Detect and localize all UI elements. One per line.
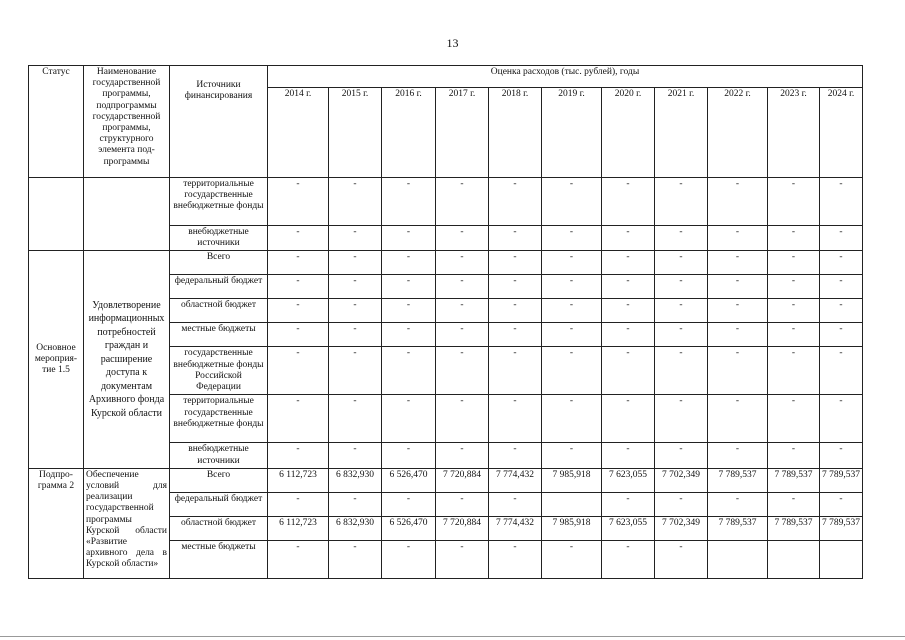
value-cell: - bbox=[655, 178, 708, 226]
value-cell: - bbox=[436, 226, 489, 251]
value-cell: - bbox=[542, 275, 602, 299]
value-cell: - bbox=[768, 275, 820, 299]
year-header: 2022 г. bbox=[708, 88, 768, 178]
page-edge-line bbox=[0, 636, 905, 637]
value-cell: - bbox=[820, 226, 863, 251]
value-cell: - bbox=[602, 178, 655, 226]
value-cell: - bbox=[268, 347, 329, 395]
value-cell: - bbox=[489, 251, 542, 275]
status-cell-empty bbox=[29, 178, 84, 251]
value-cell: 7 789,537 bbox=[820, 468, 863, 492]
value-cell: - bbox=[268, 443, 329, 468]
value-cell: 7 623,055 bbox=[602, 516, 655, 540]
year-header: 2024 г. bbox=[820, 88, 863, 178]
value-cell: - bbox=[382, 226, 436, 251]
value-cell: - bbox=[655, 275, 708, 299]
year-header: 2018 г. bbox=[489, 88, 542, 178]
value-cell: - bbox=[382, 323, 436, 347]
value-cell: - bbox=[329, 275, 382, 299]
value-cell: - bbox=[489, 395, 542, 443]
source-label: Всего bbox=[170, 251, 268, 275]
value-cell: - bbox=[542, 323, 602, 347]
value-cell: - bbox=[602, 299, 655, 323]
value-cell: - bbox=[436, 347, 489, 395]
subprogram-name: Обеспечение условий для реализации государственной программы Курской области «Развитие архивного дела в Курской области» bbox=[84, 468, 170, 578]
budget-table bbox=[28, 65, 863, 579]
value-cell: 6 526,470 bbox=[382, 516, 436, 540]
value-cell: - bbox=[602, 323, 655, 347]
value-cell: 7 774,432 bbox=[489, 516, 542, 540]
value-cell: - bbox=[542, 299, 602, 323]
value-cell: - bbox=[820, 443, 863, 468]
value-cell: - bbox=[329, 492, 382, 516]
value-cell: - bbox=[768, 251, 820, 275]
source-label: Всего bbox=[170, 468, 268, 492]
value-cell: - bbox=[329, 540, 382, 578]
value-cell: 7 985,918 bbox=[542, 468, 602, 492]
value-cell: - bbox=[489, 275, 542, 299]
value-cell: - bbox=[382, 299, 436, 323]
value-cell: - bbox=[268, 492, 329, 516]
source-label: внебюджетные источники bbox=[170, 226, 268, 251]
value-cell bbox=[708, 540, 768, 578]
value-cell: - bbox=[820, 347, 863, 395]
value-cell: 7 720,884 bbox=[436, 468, 489, 492]
value-cell: - bbox=[489, 443, 542, 468]
value-cell: - bbox=[655, 443, 708, 468]
value-cell: - bbox=[268, 395, 329, 443]
year-header: 2023 г. bbox=[768, 88, 820, 178]
source-label: внебюджетные источники bbox=[170, 443, 268, 468]
value-cell: - bbox=[820, 251, 863, 275]
value-cell: - bbox=[436, 540, 489, 578]
value-cell: - bbox=[820, 299, 863, 323]
value-cell: 7 623,055 bbox=[602, 468, 655, 492]
value-cell bbox=[542, 492, 602, 516]
value-cell: - bbox=[542, 251, 602, 275]
value-cell: - bbox=[768, 443, 820, 468]
value-cell: - bbox=[268, 251, 329, 275]
value-cell: - bbox=[268, 323, 329, 347]
value-cell bbox=[768, 540, 820, 578]
value-cell: - bbox=[655, 347, 708, 395]
value-cell: - bbox=[820, 492, 863, 516]
value-cell: - bbox=[602, 540, 655, 578]
value-cell: - bbox=[542, 347, 602, 395]
value-cell: - bbox=[768, 226, 820, 251]
measure-name: Удовлетворение информационных потребностей граждан и расширение доступа к документам Архивного фонда Курской области bbox=[84, 251, 170, 468]
value-cell: - bbox=[489, 178, 542, 226]
value-cell: - bbox=[768, 395, 820, 443]
value-cell: - bbox=[329, 323, 382, 347]
value-cell: - bbox=[708, 251, 768, 275]
value-cell: - bbox=[329, 299, 382, 323]
expenses-header: Оценка расходов (тыс. рублей), годы bbox=[268, 66, 863, 88]
value-cell: - bbox=[602, 395, 655, 443]
value-cell: - bbox=[768, 178, 820, 226]
value-cell: - bbox=[489, 540, 542, 578]
year-header: 2015 г. bbox=[329, 88, 382, 178]
value-cell: - bbox=[382, 251, 436, 275]
status-header: Статус bbox=[29, 66, 84, 178]
value-cell: 7 789,537 bbox=[708, 468, 768, 492]
value-cell: - bbox=[268, 540, 329, 578]
year-header: 2017 г. bbox=[436, 88, 489, 178]
value-cell: - bbox=[768, 299, 820, 323]
value-cell: - bbox=[768, 323, 820, 347]
value-cell: - bbox=[436, 275, 489, 299]
value-cell: - bbox=[602, 275, 655, 299]
value-cell: - bbox=[708, 395, 768, 443]
value-cell: 6 112,723 bbox=[268, 468, 329, 492]
value-cell: - bbox=[655, 395, 708, 443]
program-name-header: Наименование государственной программы, подпрограммы государственной программы, структурного элемента под-программы bbox=[84, 66, 170, 178]
source-label: областной бюджет bbox=[170, 516, 268, 540]
value-cell: 7 789,537 bbox=[820, 516, 863, 540]
value-cell: - bbox=[382, 492, 436, 516]
value-cell: - bbox=[329, 251, 382, 275]
value-cell: 7 774,432 bbox=[489, 468, 542, 492]
value-cell: - bbox=[436, 395, 489, 443]
value-cell: - bbox=[655, 323, 708, 347]
source-label: территориальные государственные внебюджетные фонды bbox=[170, 395, 268, 443]
value-cell: - bbox=[268, 226, 329, 251]
value-cell: - bbox=[489, 347, 542, 395]
value-cell: - bbox=[708, 443, 768, 468]
source-label: федеральный бюджет bbox=[170, 492, 268, 516]
value-cell: - bbox=[768, 492, 820, 516]
value-cell: - bbox=[768, 347, 820, 395]
value-cell: - bbox=[329, 347, 382, 395]
measure-status: Основное мероприя-тие 1.5 bbox=[29, 251, 84, 468]
value-cell: - bbox=[542, 540, 602, 578]
value-cell: - bbox=[382, 443, 436, 468]
value-cell: - bbox=[382, 347, 436, 395]
value-cell: - bbox=[329, 395, 382, 443]
value-cell: - bbox=[382, 275, 436, 299]
year-header: 2014 г. bbox=[268, 88, 329, 178]
value-cell: - bbox=[329, 226, 382, 251]
value-cell: - bbox=[602, 492, 655, 516]
source-label: федеральный бюджет bbox=[170, 275, 268, 299]
value-cell: - bbox=[542, 395, 602, 443]
value-cell: - bbox=[708, 226, 768, 251]
value-cell: - bbox=[655, 226, 708, 251]
value-cell: - bbox=[542, 226, 602, 251]
year-header: 2016 г. bbox=[382, 88, 436, 178]
value-cell: 6 832,930 bbox=[329, 516, 382, 540]
value-cell: - bbox=[820, 323, 863, 347]
value-cell: - bbox=[820, 178, 863, 226]
year-header: 2021 г. bbox=[655, 88, 708, 178]
value-cell: - bbox=[708, 347, 768, 395]
value-cell: 7 985,918 bbox=[542, 516, 602, 540]
value-cell: - bbox=[708, 275, 768, 299]
value-cell: - bbox=[542, 443, 602, 468]
value-cell bbox=[820, 540, 863, 578]
value-cell: - bbox=[268, 299, 329, 323]
value-cell: - bbox=[329, 178, 382, 226]
value-cell: - bbox=[268, 178, 329, 226]
value-cell: - bbox=[602, 347, 655, 395]
value-cell: - bbox=[820, 395, 863, 443]
subprogram-status: Подпро-грамма 2 bbox=[29, 468, 84, 578]
value-cell: - bbox=[655, 251, 708, 275]
value-cell: 7 789,537 bbox=[768, 516, 820, 540]
value-cell: - bbox=[489, 323, 542, 347]
year-header: 2019 г. bbox=[542, 88, 602, 178]
value-cell: - bbox=[602, 251, 655, 275]
value-cell: 7 720,884 bbox=[436, 516, 489, 540]
value-cell: - bbox=[708, 178, 768, 226]
value-cell: - bbox=[436, 323, 489, 347]
value-cell: - bbox=[382, 540, 436, 578]
value-cell: - bbox=[489, 492, 542, 516]
value-cell: - bbox=[436, 299, 489, 323]
value-cell: - bbox=[602, 443, 655, 468]
value-cell: - bbox=[708, 323, 768, 347]
value-cell: - bbox=[436, 178, 489, 226]
value-cell: - bbox=[820, 275, 863, 299]
value-cell: - bbox=[436, 251, 489, 275]
value-cell: - bbox=[329, 443, 382, 468]
value-cell: 7 702,349 bbox=[655, 468, 708, 492]
value-cell: - bbox=[655, 540, 708, 578]
source-label: государственные внебюджетные фонды Российской Федерации bbox=[170, 347, 268, 395]
page-number: 13 bbox=[446, 36, 459, 50]
value-cell: - bbox=[708, 299, 768, 323]
value-cell: 6 112,723 bbox=[268, 516, 329, 540]
source-label: областной бюджет bbox=[170, 299, 268, 323]
value-cell: 7 789,537 bbox=[768, 468, 820, 492]
value-cell: - bbox=[436, 492, 489, 516]
value-cell: - bbox=[436, 443, 489, 468]
year-header: 2020 г. bbox=[602, 88, 655, 178]
value-cell: - bbox=[655, 492, 708, 516]
value-cell: - bbox=[489, 299, 542, 323]
value-cell: - bbox=[602, 226, 655, 251]
value-cell: 7 789,537 bbox=[708, 516, 768, 540]
value-cell: 7 702,349 bbox=[655, 516, 708, 540]
value-cell: 6 832,930 bbox=[329, 468, 382, 492]
value-cell: - bbox=[655, 299, 708, 323]
source-label: местные бюджеты bbox=[170, 540, 268, 578]
value-cell: - bbox=[382, 395, 436, 443]
source-label: территориальные государственные внебюджетные фонды bbox=[170, 178, 268, 226]
value-cell: - bbox=[542, 178, 602, 226]
value-cell: - bbox=[489, 226, 542, 251]
sources-header: Источники финансирования bbox=[170, 66, 268, 178]
value-cell: - bbox=[708, 492, 768, 516]
value-cell: 6 526,470 bbox=[382, 468, 436, 492]
value-cell: - bbox=[268, 275, 329, 299]
value-cell: - bbox=[382, 178, 436, 226]
source-label: местные бюджеты bbox=[170, 323, 268, 347]
program-name-cell-empty bbox=[84, 178, 170, 251]
